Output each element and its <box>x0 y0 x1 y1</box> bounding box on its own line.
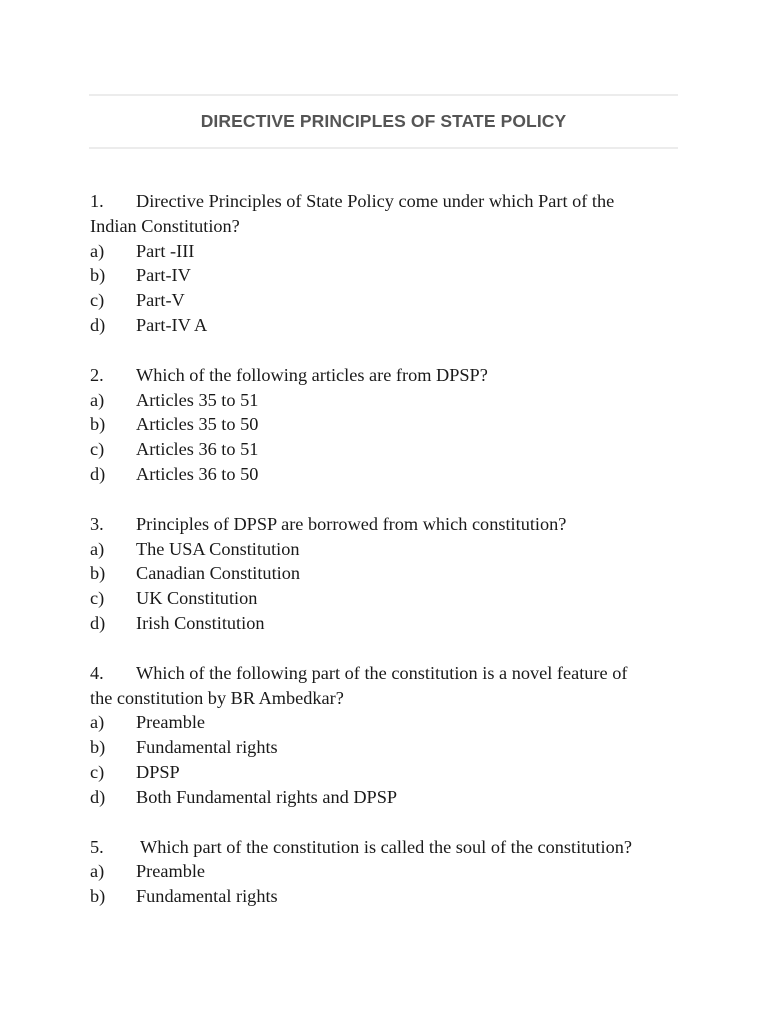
option-text: Part-IV <box>136 265 191 286</box>
option-letter: b) <box>90 265 106 286</box>
question-text-line <box>90 512 690 537</box>
question-list <box>90 189 690 934</box>
question-text-continued: the constitution by BR Ambedkar? <box>90 687 344 708</box>
option-b <box>90 412 690 437</box>
question-number: 1. <box>90 191 104 211</box>
option-b <box>90 561 690 586</box>
question-text-line <box>90 835 690 860</box>
option-letter: d) <box>90 314 106 335</box>
question-number: 5. <box>90 836 104 857</box>
question-5 <box>90 835 690 909</box>
page-title: DIRECTIVE PRINCIPLES OF STATE POLICY <box>200 111 567 131</box>
option-b <box>90 263 690 288</box>
option-letter: b) <box>90 737 106 758</box>
option-text: Fundamental rights <box>136 886 278 907</box>
option-a <box>90 239 690 264</box>
option-letter: c) <box>90 439 105 460</box>
option-letter: a) <box>90 712 105 733</box>
question-2 <box>90 363 690 487</box>
question-text-continued: Indian Constitution? <box>90 215 240 236</box>
question-text: Principles of DPSP are borrowed from which constitution? <box>136 513 567 534</box>
option-text: The USA Constitution <box>136 538 300 559</box>
option-b <box>90 735 690 760</box>
question-4 <box>90 661 690 810</box>
option-text: Articles 36 to 51 <box>136 439 259 460</box>
option-text: Articles 35 to 50 <box>136 414 259 435</box>
question-text-line <box>90 214 690 239</box>
option-c <box>90 760 690 785</box>
option-a <box>90 537 690 562</box>
option-c <box>90 586 690 611</box>
question-text: Directive Principles of State Policy come under which Part of the <box>136 191 615 211</box>
option-letter: c) <box>90 290 105 311</box>
option-d <box>90 462 690 487</box>
option-letter: a) <box>90 240 105 261</box>
option-text: Irish Constitution <box>136 612 265 633</box>
question-text-line <box>90 189 690 214</box>
question-3 <box>90 512 690 636</box>
option-letter: b) <box>90 414 106 435</box>
option-text: Fundamental rights <box>136 737 278 758</box>
option-text: Part-IV A <box>136 314 208 335</box>
question-1 <box>90 189 690 338</box>
title-top-divider <box>89 94 678 96</box>
option-letter: b) <box>90 563 106 584</box>
option-letter: c) <box>90 761 105 782</box>
question-text-line <box>90 686 690 711</box>
option-c <box>90 437 690 462</box>
option-text: Preamble <box>136 712 206 733</box>
question-number: 3. <box>90 513 104 534</box>
option-letter: d) <box>90 612 106 633</box>
question-text: Which of the following articles are from DPSP? <box>136 364 488 385</box>
question-number: 2. <box>90 364 104 385</box>
option-text: Part-V <box>136 290 185 311</box>
option-text: UK Constitution <box>136 588 258 609</box>
option-text: Articles 35 to 51 <box>136 389 259 410</box>
option-c <box>90 288 690 313</box>
option-d <box>90 313 690 338</box>
option-letter: b) <box>90 886 106 907</box>
option-letter: d) <box>90 463 106 484</box>
option-letter: a) <box>90 538 105 559</box>
option-a <box>90 859 690 884</box>
option-letter: c) <box>90 588 105 609</box>
option-text: Articles 36 to 50 <box>136 463 259 484</box>
option-text: DPSP <box>136 761 180 782</box>
option-text: Preamble <box>136 861 206 882</box>
title-bottom-divider <box>89 147 678 149</box>
question-number: 4. <box>90 662 104 683</box>
option-d <box>90 785 690 810</box>
option-b <box>90 884 690 909</box>
option-d <box>90 611 690 636</box>
option-letter: a) <box>90 389 105 410</box>
option-a <box>90 388 690 413</box>
option-a <box>90 710 690 735</box>
option-letter: a) <box>90 861 105 882</box>
option-text: Canadian Constitution <box>136 563 301 584</box>
question-text-line <box>90 363 690 388</box>
option-letter: d) <box>90 786 106 807</box>
option-text: Part -III <box>136 240 195 261</box>
question-text: Which part of the constitution is called the soul of the constitution? <box>140 836 632 857</box>
question-text: Which of the following part of the constitution is a novel feature of <box>136 662 628 683</box>
question-text-line <box>90 661 690 686</box>
option-text: Both Fundamental rights and DPSP <box>136 786 398 807</box>
